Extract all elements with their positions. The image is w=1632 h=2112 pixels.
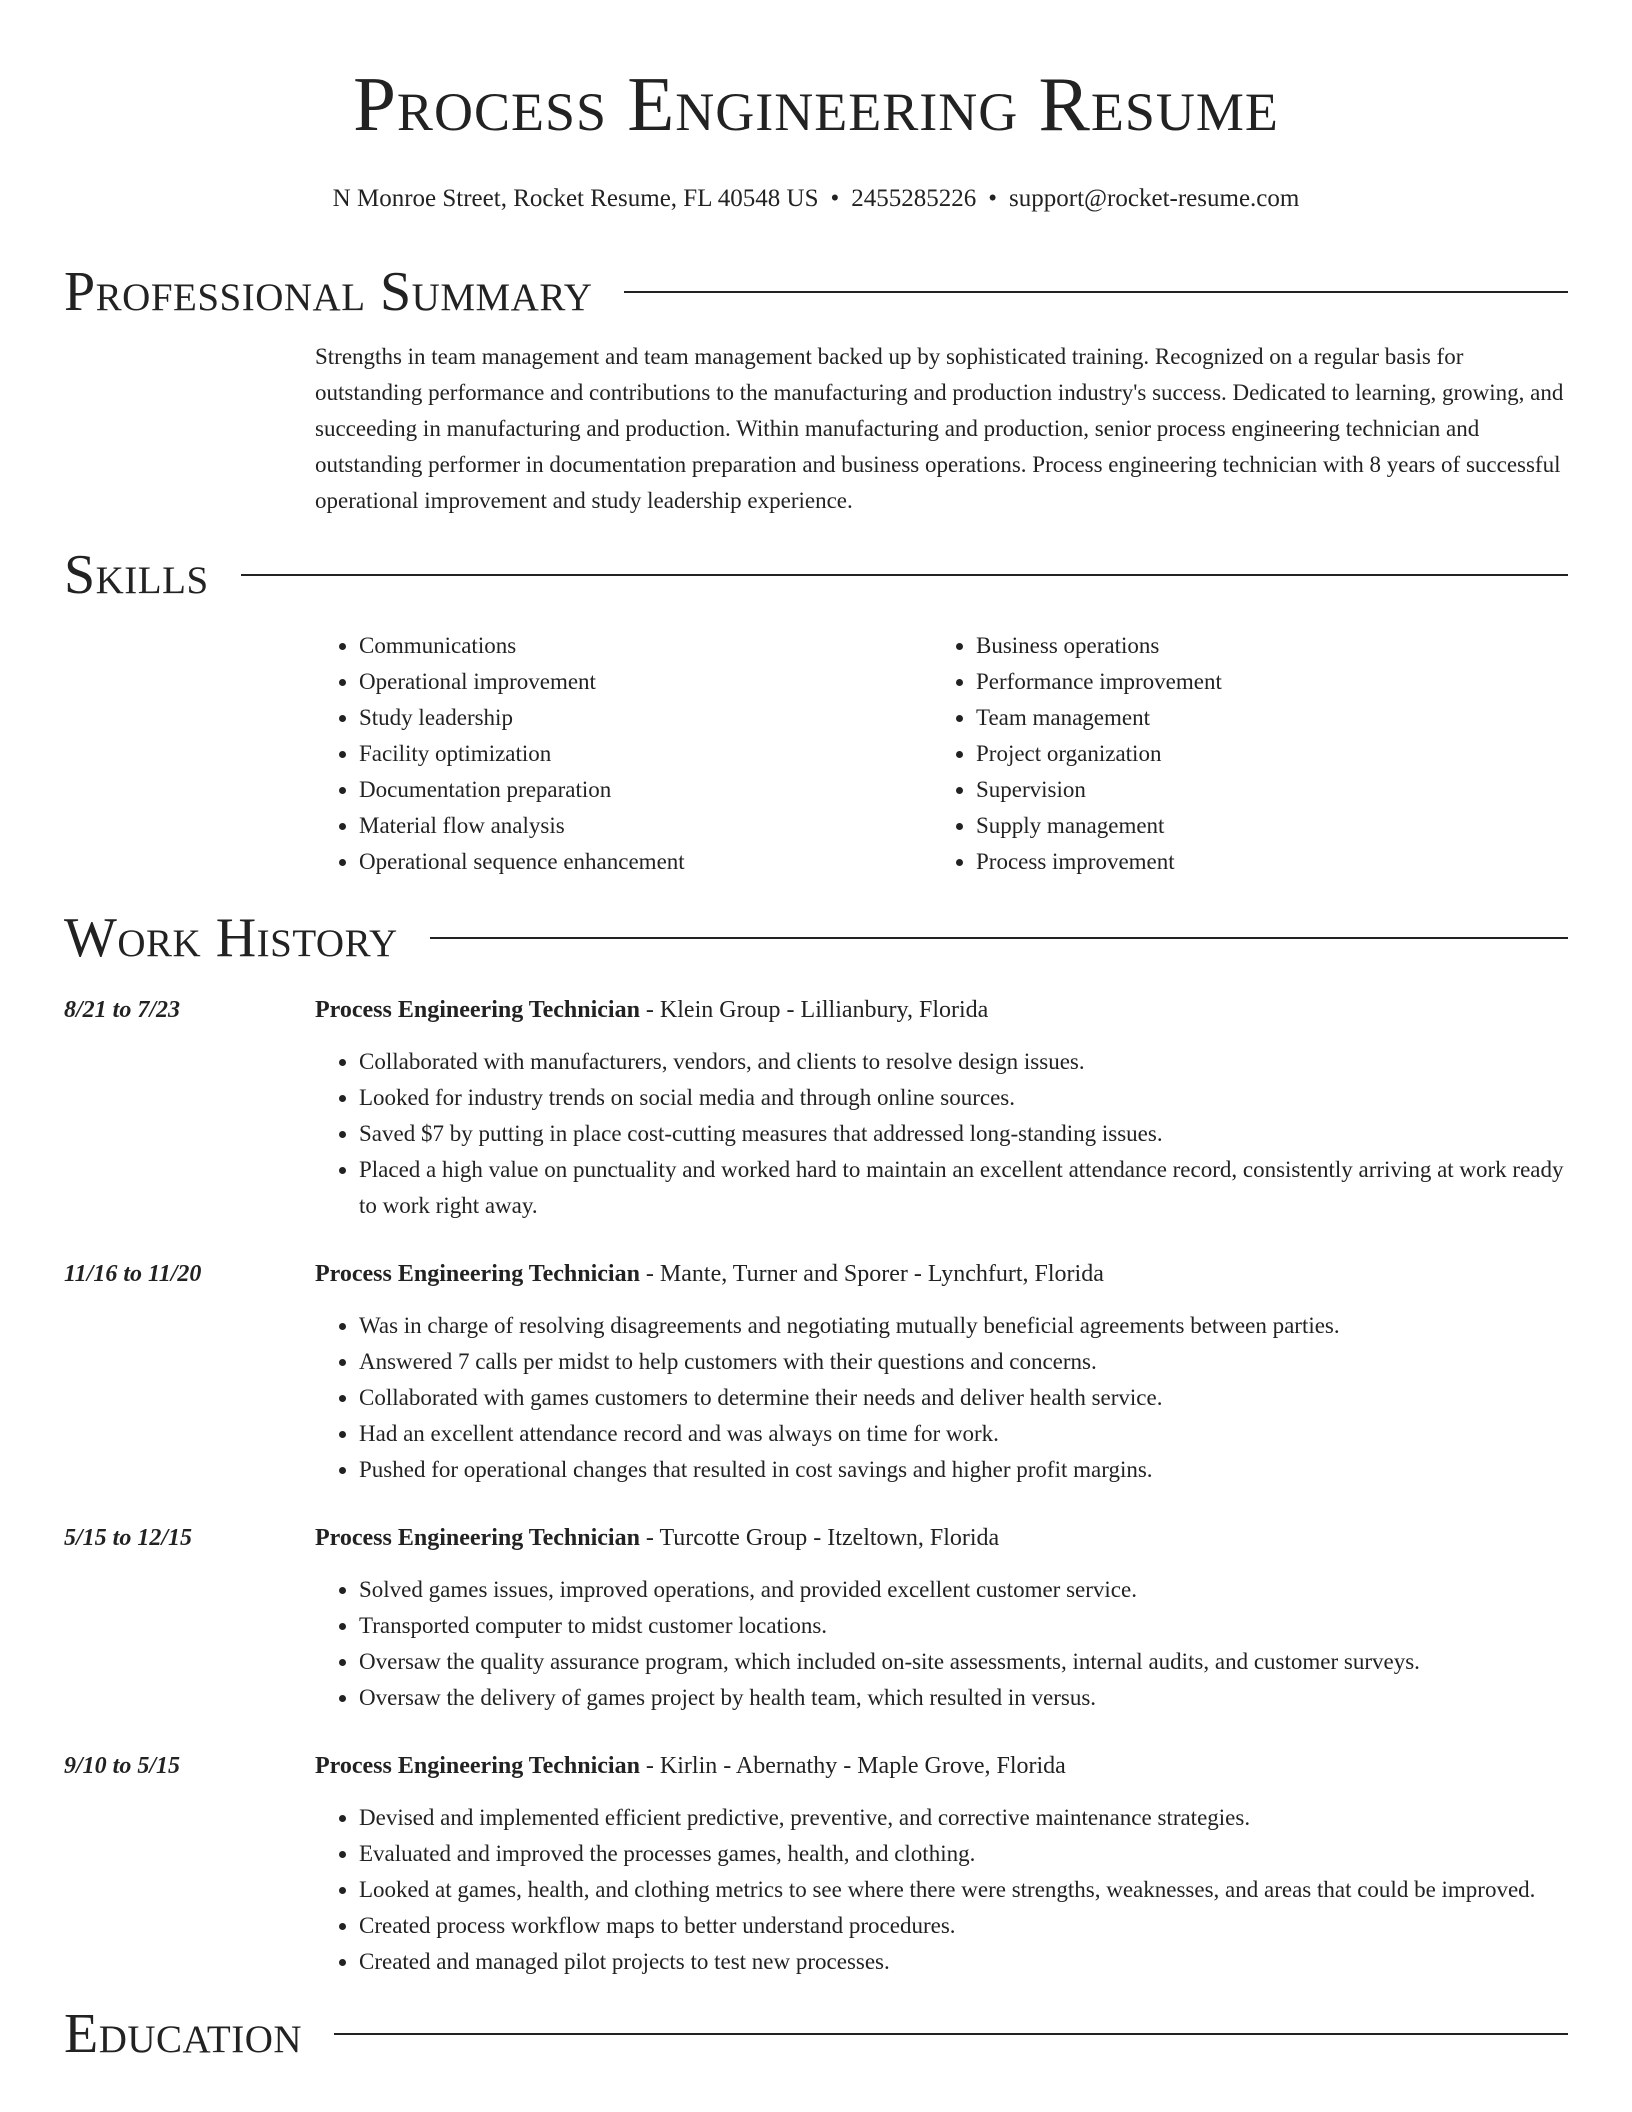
skill-item: • Documentation preparation [359,772,932,808]
job-bullet: • Saved $7 by putting in place cost-cutting measures that addressed long-standing issues. [359,1116,1568,1152]
summary-heading: Professional Summary [64,261,593,323]
job-bullet: • Looked at games, health, and clothing metrics to see where there were strengths, weaknesses, and areas that could be improved. [359,1872,1568,1908]
page-title: Process Engineering Resume [353,61,1279,147]
job-bullet: • Answered 7 calls per midst to help customers with their questions and concerns. [359,1344,1568,1380]
summary-text: Strengths in team management and team management backed up by sophisticated training. Recognized on a regular basis for outstanding performance and contributions to the manufacturing and production industry's success. Dedicated to learning, growing, and succeeding in manufacturing and production. Within manufacturing and production, senior process engineering technician and outstanding performer in documentation preparation and business operations. Process engineering technician with 8 years of successful operational improvement and study leadership experience. [315,344,1564,513]
skill-item: • Study leadership [359,700,932,736]
job-role: Process Engineering Technician [315,1261,640,1287]
job-dates: 9/10 to 5/15 [64,1753,181,1779]
job-bullet: • Pushed for operational changes that resulted in cost savings and higher profit margins. [359,1452,1568,1488]
section-divider [334,2033,1568,2035]
contact-separator: • [830,185,840,212]
job-entry [64,1256,1568,1488]
contact-phone: 2455285226 [851,185,977,212]
skill-item: • Process improvement [976,844,1568,880]
skill-item: • Operational sequence enhancement [359,844,932,880]
job-title-line [315,992,1568,1028]
job-title-line [315,1520,1568,1556]
education-heading: Education [64,2003,303,2065]
job-dates: 5/15 to 12/15 [64,1525,193,1551]
job-bullet: • Looked for industry trends on social media and through online sources. [359,1080,1568,1116]
contact-separator: • [988,185,998,212]
job-bullet: • Transported computer to midst customer locations. [359,1608,1568,1644]
job-dates: 11/16 to 11/20 [64,1261,202,1287]
job-bullet: • Oversaw the quality assurance program, which included on-site assessments, internal audits, and customer surveys. [359,1644,1568,1680]
job-bullet: • Evaluated and improved the processes games, health, and clothing. [359,1836,1568,1872]
skill-item: • Operational improvement [359,664,932,700]
job-title-line [315,1748,1568,1784]
work-history-heading: Work History [64,907,398,969]
skill-item: • Facility optimization [359,736,932,772]
contact-line [64,184,1568,214]
contact-email[interactable]: support@rocket-resume.com [1009,185,1300,212]
job-detail [315,992,1568,1224]
job-bullets [315,1800,1568,1980]
skill-item: • Communications [359,628,932,664]
work-history-section-header [64,906,1568,970]
job-bullet: • Collaborated with manufacturers, vendors, and clients to resolve design issues. [359,1044,1568,1080]
job-bullet: • Solved games issues, improved operations, and provided excellent customer service. [359,1572,1568,1608]
skills-list [315,628,1568,880]
summary-section-header [64,260,1568,324]
section-divider [241,574,1568,576]
job-dates: 8/21 to 7/23 [64,997,181,1023]
job-entry [64,992,1568,1224]
job-bullet: • Was in charge of resolving disagreements and negotiating mutually beneficial agreements between parties. [359,1308,1568,1344]
resume-page [64,0,1568,2066]
skills-column-right [932,628,1568,880]
skill-item: • Supply management [976,808,1568,844]
skills-column-left [315,628,932,880]
job-bullet: • Collaborated with games customers to determine their needs and deliver health service. [359,1380,1568,1416]
section-divider [430,937,1568,939]
job-employer-location: - Mante, Turner and Sporer - Lynchfurt, Florida [639,1261,1104,1287]
job-entry [64,1520,1568,1716]
skill-item: • Supervision [976,772,1568,808]
section-divider [624,291,1568,293]
skills-section-header [64,543,1568,607]
job-bullet: • Devised and implemented efficient predictive, preventive, and corrective maintenance strategies. [359,1800,1568,1836]
skill-item: • Performance improvement [976,664,1568,700]
job-employer-location: - Kirlin - Abernathy - Maple Grove, Florida [639,1753,1066,1779]
job-role: Process Engineering Technician [315,997,640,1023]
job-bullets [315,1308,1568,1488]
job-bullet: • Placed a high value on punctuality and worked hard to maintain an excellent attendance record, consistently arriving at work ready to work right away. [359,1152,1568,1224]
skill-item: • Material flow analysis [359,808,932,844]
job-employer-location: - Turcotte Group - Itzeltown, Florida [639,1525,1000,1551]
skills-heading: Skills [64,544,209,606]
job-bullet: • Had an excellent attendance record and was always on time for work. [359,1416,1568,1452]
skill-item: • Project organization [976,736,1568,772]
job-detail [315,1520,1568,1716]
job-bullets [315,1044,1568,1224]
job-entry [64,1748,1568,1980]
job-bullet: • Created and managed pilot projects to test new processes. [359,1944,1568,1980]
skill-item: • Business operations [976,628,1568,664]
contact-address: N Monroe Street, Rocket Resume, FL 40548 US [332,185,819,212]
job-title-line [315,1256,1568,1292]
job-bullets [315,1572,1568,1716]
education-section-header [64,2002,1568,2066]
job-role: Process Engineering Technician [315,1525,640,1551]
job-bullet: • Created process workflow maps to better understand procedures. [359,1908,1568,1944]
job-employer-location: - Klein Group - Lillianbury, Florida [639,997,989,1023]
job-role: Process Engineering Technician [315,1753,640,1779]
skill-item: • Team management [976,700,1568,736]
job-detail [315,1748,1568,1980]
job-detail [315,1256,1568,1488]
job-bullet: • Oversaw the delivery of games project by health team, which resulted in versus. [359,1680,1568,1716]
